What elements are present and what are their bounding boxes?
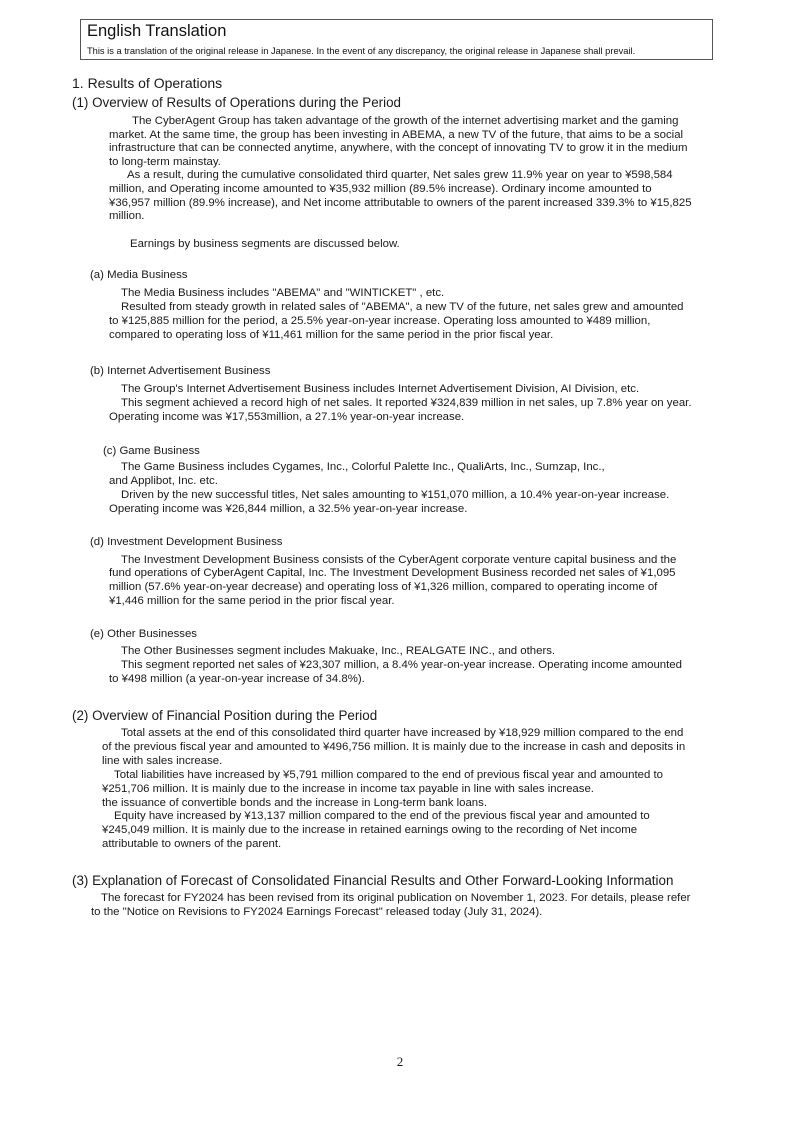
- text-line: The Investment Development Business consists of the CyberAgent corporate venture capital business and the: [121, 554, 677, 566]
- text-line: The Game Business includes Cygames, Inc., Colorful Palette Inc., QualiArts, Inc., Sumzap, Inc.,: [121, 461, 605, 473]
- segment-title: (d) Investment Development Business: [90, 536, 283, 548]
- text-line: line with sales increase.: [102, 755, 223, 767]
- text-line: The Group's Internet Advertisement Business includes Internet Advertisement Division, AI Division, etc.: [121, 383, 640, 395]
- text-line: As a result, during the cumulative consolidated third quarter, Net sales grew 11.9% year on year to ¥598,584: [127, 169, 673, 181]
- notice-title: English Translation: [87, 22, 227, 40]
- section-title: 1. Results of Operations: [72, 75, 223, 91]
- text-line: compared to operating loss of ¥11,461 million for the same period in the prior fiscal year.: [109, 329, 554, 341]
- text-line: Total assets at the end of this consolidated third quarter have increased by ¥18,929 million compared to the end: [121, 727, 684, 739]
- text-line: to ¥498 million (a year-on-year increase of 34.8%).: [109, 673, 365, 685]
- notice-text: This is a translation of the original release in Japanese. In the event of any discrepancy, the original release in Japanese shall prevail.: [87, 46, 636, 56]
- subsection-title: (2) Overview of Financial Position during the Period: [72, 708, 378, 723]
- text-line: ¥251,706 million. It is mainly due to the increase in income tax payable in line with sales increase.: [102, 783, 594, 795]
- text-line: The CyberAgent Group has taken advantage of the growth of the internet advertising market and the gaming: [132, 115, 679, 127]
- text-line: The forecast for FY2024 has been revised from its original publication on November 1, 2023. For details, please refer: [101, 892, 691, 904]
- text-line: to the "Notice on Revisions to FY2024 Earnings Forecast" released today (July 31, 2024).: [91, 906, 543, 918]
- subsection-title: (3) Explanation of Forecast of Consolidated Financial Results and Other Forward-Looking Information: [72, 873, 674, 888]
- segment-title: (c) Game Business: [103, 445, 200, 457]
- text-line: ¥1,446 million for the same period in the prior fiscal year.: [109, 595, 395, 607]
- text-line: to ¥125,885 million for the period, a 25.5% year-on-year increase. Operating loss amounted to ¥489 million,: [109, 315, 651, 327]
- subsection-title: (1) Overview of Results of Operations during the Period: [72, 95, 401, 110]
- text-line: Equity have increased by ¥13,137 million compared to the end of the previous fiscal year and amounted to: [114, 810, 650, 822]
- translation-notice-box: [80, 19, 713, 60]
- text-line: infrastructure that can be connected anytime, anywhere, with the concept of innovating TV to grow it in the medium: [109, 142, 688, 154]
- text-line: The Media Business includes "ABEMA" and "WINTICKET" , etc.: [121, 287, 445, 299]
- text-line: market. At the same time, the group has been investing in ABEMA, a new TV of the future, that aims to be a social: [109, 129, 684, 141]
- text-line: Operating income was ¥26,844 million, a 32.5% year-on-year increase.: [109, 503, 468, 515]
- text-line: Total liabilities have increased by ¥5,791 million compared to the end of previous fiscal year and amounted to: [114, 769, 663, 781]
- page-number: 2: [396, 1054, 404, 1069]
- text-line: This segment achieved a record high of net sales. It reported ¥324,839 million in net sales, up 7.8% year on year.: [121, 397, 692, 409]
- text-line: and Applibot, Inc. etc.: [109, 475, 218, 487]
- segments-intro: Earnings by business segments are discussed below.: [130, 238, 400, 250]
- text-line: million, and Operating income amounted to ¥35,932 million (89.5% increase). Ordinary income amounted to: [109, 183, 652, 195]
- text-line: This segment reported net sales of ¥23,307 million, a 8.4% year-on-year increase. Operating income amounted: [121, 659, 682, 671]
- text-line: Resulted from steady growth in related sales of "ABEMA", a new TV of the future, net sales grew and amounted: [121, 301, 684, 313]
- text-line: to long-term mainstay.: [109, 156, 221, 168]
- text-line: million (57.6% year-on-year decrease) and operating loss of ¥1,326 million, compared to operating income of: [109, 581, 658, 593]
- text-line: attributable to owners of the parent.: [102, 838, 282, 850]
- text-line: of the previous fiscal year and amounted to ¥496,756 million. It is mainly due to the increase in cash and deposits in: [102, 741, 686, 753]
- text-line: Driven by the new successful titles, Net sales amounting to ¥151,070 million, a 10.4% year-on-year increase.: [121, 489, 670, 501]
- text-line: the issuance of convertible bonds and the increase in Long-term bank loans.: [102, 797, 487, 809]
- segment-title: (b) Internet Advertisement Business: [90, 365, 271, 377]
- text-line: fund operations of CyberAgent Capital, Inc. The Investment Development Business recorded net sales of ¥1,095: [109, 567, 676, 579]
- text-line: ¥245,049 million. It is mainly due to the increase in retained earnings owing to the recording of Net income: [102, 824, 638, 836]
- text-line: ¥36,957 million (89.9% increase), and Net income attributable to owners of the parent increased 339.3% to ¥15,825: [109, 197, 692, 209]
- segment-title: (a) Media Business: [90, 269, 188, 281]
- segment-title: (e) Other Businesses: [90, 628, 197, 640]
- text-line: million.: [109, 210, 145, 222]
- text-line: Operating income was ¥17,553million, a 27.1% year-on-year increase.: [109, 411, 465, 423]
- text-line: The Other Businesses segment includes Makuake, Inc., REALGATE INC., and others.: [121, 645, 556, 657]
